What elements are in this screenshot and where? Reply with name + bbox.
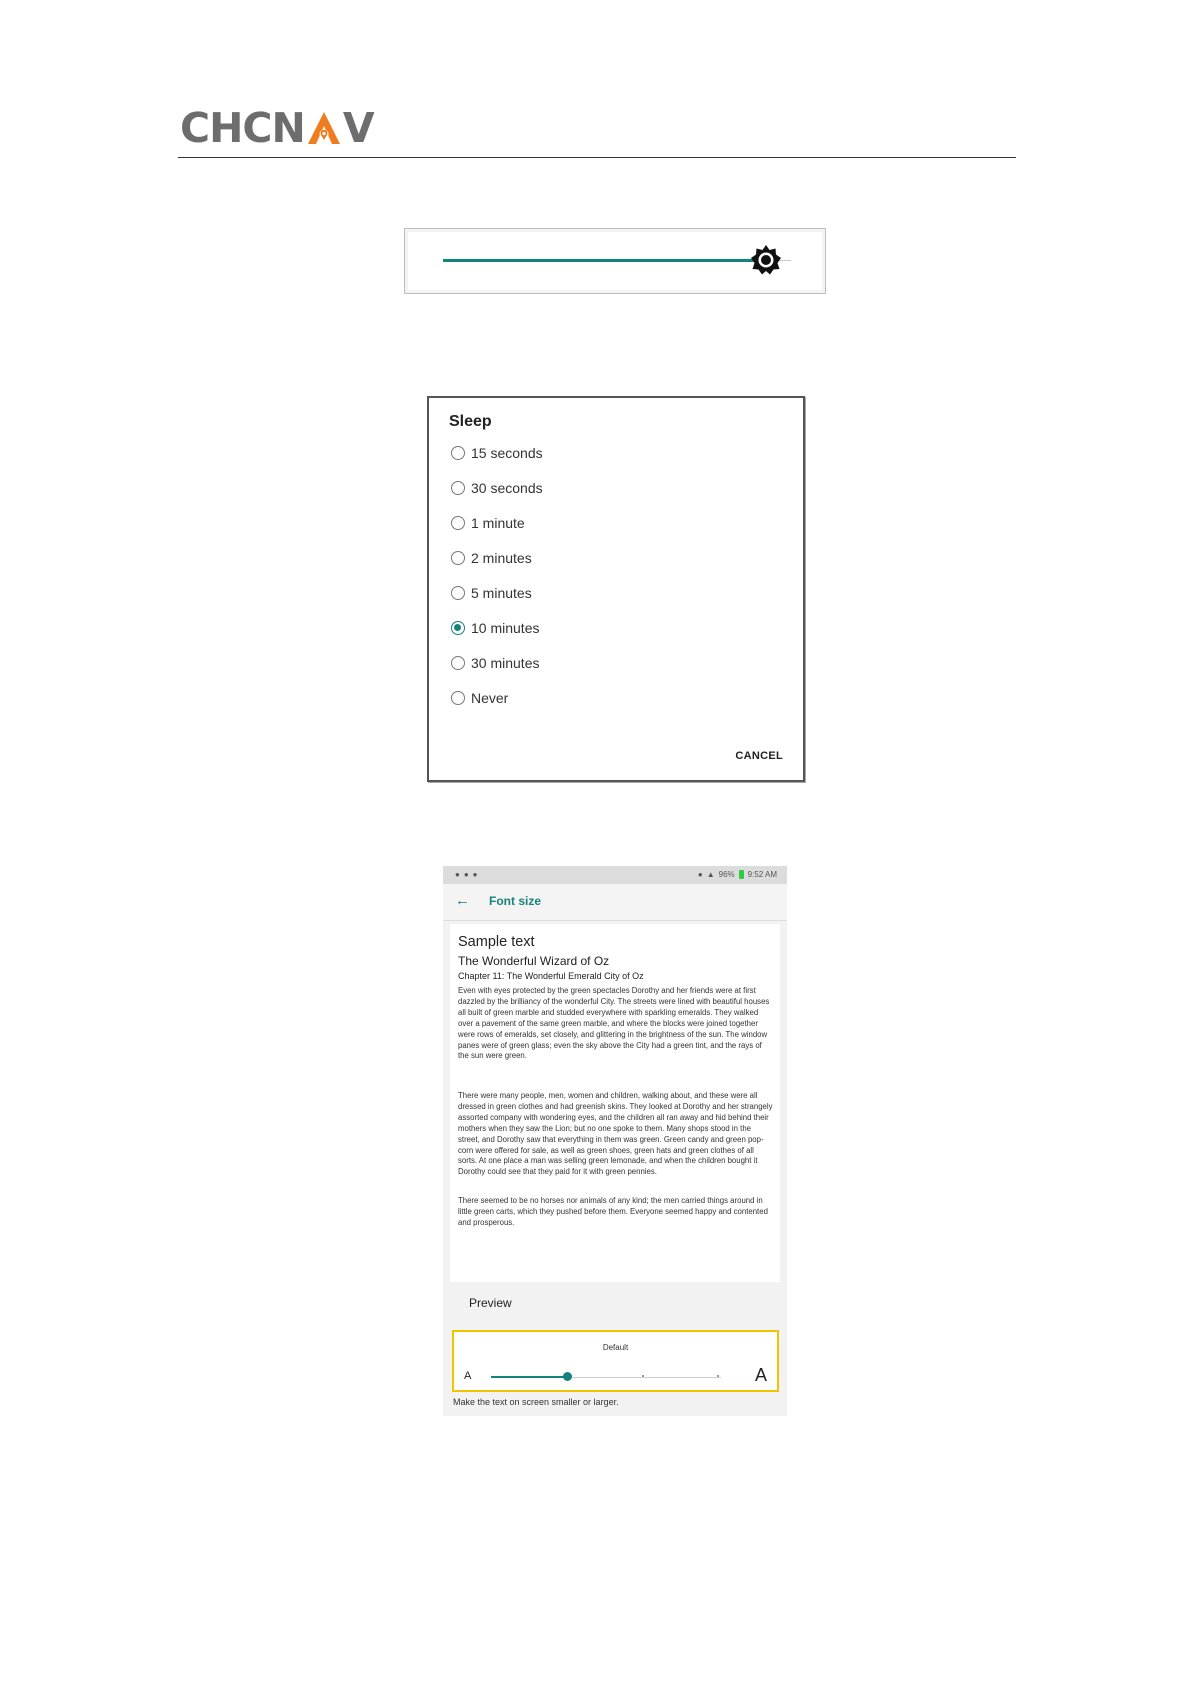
chapter-title: Chapter 11: The Wonderful Emerald City of Oz xyxy=(458,971,644,981)
radio-button[interactable] xyxy=(451,481,465,495)
clock: 9:52 AM xyxy=(747,870,777,879)
sleep-option-2-minutes[interactable] xyxy=(451,547,532,569)
font-size-track-fill xyxy=(491,1376,568,1378)
sample-heading: Sample text xyxy=(458,934,535,950)
logo-text-right: V xyxy=(342,103,374,152)
font-size-value: Default xyxy=(602,1343,629,1352)
sleep-dialog-title: Sleep xyxy=(449,413,492,430)
radio-button-selected[interactable] xyxy=(451,621,465,635)
sleep-option-10-minutes[interactable] xyxy=(451,617,539,639)
logo-text-left: CHCN xyxy=(180,103,305,152)
app-bar xyxy=(443,884,787,921)
small-font-glyph: A xyxy=(464,1370,472,1382)
back-arrow-icon[interactable]: ← xyxy=(455,892,470,909)
cancel-button[interactable]: CANCEL xyxy=(735,750,783,762)
option-label: Never xyxy=(471,690,509,706)
sample-paragraph: Even with eyes protected by the green spectacles Dorothy and her friends were at first dazzled by the brilliancy of the wonderful City. The streets were lined with beautiful houses all built of green marble and studded everywhere with sparkling emeralds. They walked over a pavement of the same green marble, and where the blocks were joined together were rows of emeralds, set closely, and glittering in the brightness of the sun. The window panes were of green glass; even the sky above the City had a green tint, and the rays of the sun were green. xyxy=(458,986,770,1061)
radio-button[interactable] xyxy=(451,586,465,600)
option-label: 5 minutes xyxy=(471,585,532,601)
option-label: 10 minutes xyxy=(471,620,540,636)
status-icons xyxy=(698,870,777,879)
radio-button[interactable] xyxy=(451,656,465,670)
radio-button[interactable] xyxy=(451,691,465,705)
font-size-tick xyxy=(717,1375,719,1377)
radio-button[interactable] xyxy=(451,551,465,565)
option-label: 15 seconds xyxy=(471,445,543,461)
option-label: 30 seconds xyxy=(471,480,543,496)
option-label: 2 minutes xyxy=(471,550,532,566)
sample-paragraph: There seemed to be no horses nor animals of any kind; the men carried things around in little green carts, which they pushed before them. Everyone seemed happy and contented and prosperous. xyxy=(458,1196,768,1227)
sleep-option-15-seconds[interactable] xyxy=(451,442,543,464)
location-icon: ● xyxy=(697,870,703,879)
sleep-option-5-minutes[interactable] xyxy=(451,582,532,604)
radio-button[interactable] xyxy=(451,516,465,530)
font-size-hint: Make the text on screen smaller or larger. xyxy=(453,1397,619,1407)
signal-icon: ▲ xyxy=(706,870,715,879)
logo-a-icon xyxy=(306,110,342,146)
radio-button[interactable] xyxy=(451,446,465,460)
sleep-option-30-seconds[interactable] xyxy=(451,477,543,499)
font-size-slider-card xyxy=(452,1330,779,1392)
header-rule xyxy=(178,157,1016,158)
battery-percent: 96% xyxy=(718,870,735,879)
brightness-icon[interactable] xyxy=(750,244,782,276)
battery-icon xyxy=(739,870,744,879)
sleep-option-30-minutes[interactable] xyxy=(451,652,539,674)
page-title: Font size xyxy=(489,894,542,908)
preview-label: Preview xyxy=(469,1296,512,1310)
status-bar xyxy=(443,866,787,884)
option-label: 1 minute xyxy=(471,515,525,531)
large-font-glyph: A xyxy=(754,1365,767,1385)
brightness-slider[interactable] xyxy=(404,228,826,294)
book-title: The Wonderful Wizard of Oz xyxy=(458,954,610,968)
sleep-option-1-minute[interactable] xyxy=(451,512,525,534)
font-size-slider-thumb[interactable] xyxy=(563,1372,572,1381)
sleep-dialog xyxy=(427,396,805,782)
font-size-screen xyxy=(443,866,787,1416)
chcnav-logo xyxy=(180,103,374,152)
sample-text-card xyxy=(450,924,780,1282)
notification-icons: ●●● xyxy=(455,870,482,879)
sample-paragraph: There were many people, men, women and children, walking about, and these were all dressed in green clothes and had greenish skins. They looked at Dorothy and her strangely assorted company with wondering eyes, and the children all ran away and hid behind their mothers when they saw the Lion; but no one spoke to them. Many shops stood in the street, and Dorothy saw that everything in them was green. Green candy and green pop-corn were offered for sale, as well as green shoes, green hats and green clothes of all sorts. At one place a man was selling green lemonade, and when the children bought it Dorothy could see that they paid for it with green pennies. xyxy=(458,1091,773,1177)
font-size-tick xyxy=(642,1375,644,1377)
brightness-track-fill xyxy=(443,259,771,262)
option-label: 30 minutes xyxy=(471,655,540,671)
sleep-option-never[interactable] xyxy=(451,687,508,709)
